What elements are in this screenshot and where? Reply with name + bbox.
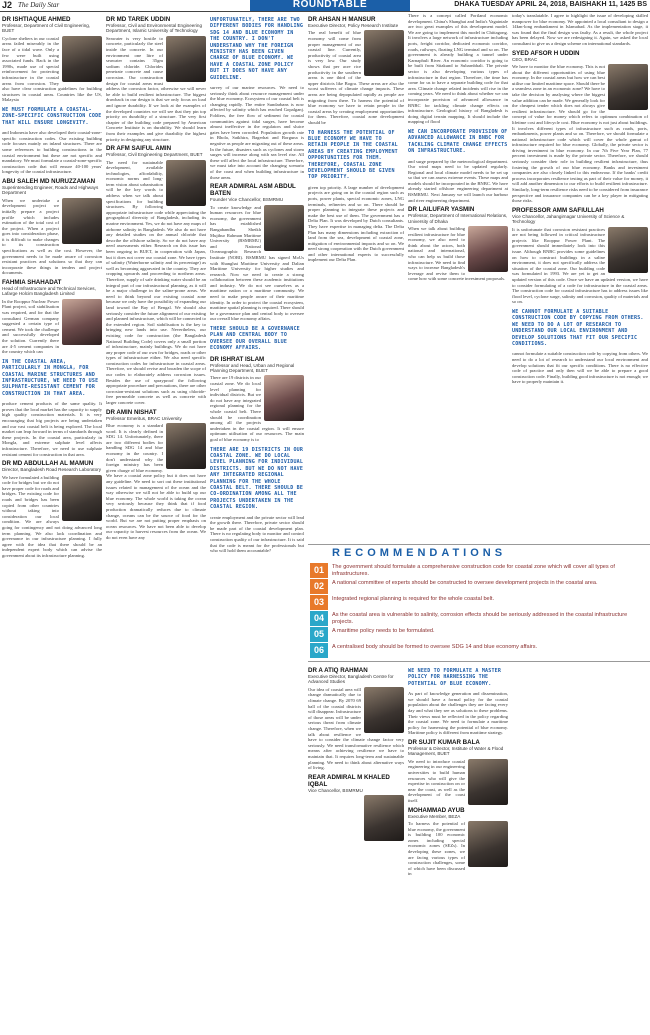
speaker-photo: [62, 299, 102, 345]
speaker-text: We have formulated a building code for bridges but we do not have proper code for roads and bridges. The existing code for roads and bridges has been copied from other countries without taking into consideration our local condition. We are always going for contingency and not doing advanced long term planning. We also lack coordination and governance in our infrastructure planning. I fully agree with the idea that there should be an independent expert body which can advise the government about its infrastructure planning.: [2, 474, 102, 558]
speaker-name: DR ISHRAT ISLAM: [210, 355, 265, 363]
speaker-photo: [364, 795, 404, 841]
speaker-photo: [62, 475, 102, 521]
speaker-photo: [468, 226, 508, 272]
speaker-affiliation: Head of Infrastructure and Technical Services, Lafarge Holcim Bangladesh Limited: [2, 286, 96, 297]
speaker-name: FAHMIA SHAHADAT: [2, 279, 62, 287]
recommendation-number: 06: [310, 643, 328, 658]
speaker-affiliation: Professor, Civil and Environmental Engineering Department, Islamic University of Technology: [106, 23, 203, 34]
speaker-text: There are 19 districts in our coastal zone. We do local level planning for individual districts. But we do not have any integrated regional planning for the whole coastal belt. There should be coordination among all the projects undertaken in the coastal region. It will ensure optimum utilisation of our resources. The main goal of blue economy is to: [210, 375, 304, 442]
recommendation-text: A national committee of experts should be constructed to oversee development projects in the coastal area.: [332, 580, 598, 586]
speaker-photo: [364, 687, 404, 733]
speaker-photo: [264, 375, 304, 421]
speaker-photo: [62, 198, 102, 244]
speaker-name: DR MD ABDULLAH AL MAMUN: [2, 460, 94, 468]
speaker-photo: [608, 227, 648, 273]
pull-quote: THERE SHOULD BE A GOVERNANCE PLAN AND CENTRAL BODY TO OVERSEE OUR OVERALL BLUE ECONOMY AFFAIRS.: [210, 326, 300, 352]
speaker-text: Seawater is very hostile to concrete, particularly the steel inside the concrete. In our environment one litre of seawater contains 35gm sodium chloride. Chlorides penetrate concrete and cause corrosion. Our construction design for coastal areas must address the corrosion factor, otherwise we will never be able to build resilient infrastructure. The biggest drawback in our design is that we only focus on load and ignore durability. If we look at the examples of the developed countries we will see that they pin top priority on durability of a structure. The very first chapter of the building code prepared by American Concrete Institute is on durability. We should learn from their examples and give durability the highest priority in designing any structure.: [106, 35, 206, 142]
speaker-photo: [166, 160, 206, 206]
speaker-text: given top priority. A large number of development projects are going on in the coastal region such as ports, power plants, special economic zones, LNG terminals, refineries and so on. There should be proper planning to integrate these projects and make the best use of them. The government has a Delta Plan. It was developed by Dutch consultants. They have expertise in managing delta. The Delta Plan has many dimensions including extraction of land from the sea, development of coastal zone, mitigation of environmental impacts and so on. We need strong cooperation with the Dutch government and other international experts to successfully implement our Delta Plan.: [308, 184, 404, 263]
speaker-name: DR AMIN NISHAT: [106, 408, 157, 416]
speaker-text: The need for sustainable development, available technologies, affordability, economic norms and long-term vision about urbanisation will be the key words to address when we talk about specifications for building structures. By following appropriate infrastructure code while appreciating the geographical diversity of Bangladesh, including its marine environment. Yes, we do not have any maps of airborne salinity in Bangladesh. We also do not have any detailed studies on the annual chloride that describe the offshore salinity. So we do not have any need assessments either. Research on this issue has been ongoing in BUET, in cooperation with Japan, but it does not cover our coastal zone. We have types of salinity (Waterborne salinity and its percentage) as well as becoming aggravated in the country. They are cropping upwards and proceeding to northern areas. Therefore, supply of safe drinking water should be an integral part of our infrastructural planning, as it will be a major challenge in the saline-prone areas. We need to think beyond our existing coastal zone because we only have the possibility of expanding our land toward the Bay of Bengal. We should also seriously consider the future alignment of our existing and planned infrastructure, which will be connected to the extended region. Soil stabilisation is the key to bringing new lands into use. Nevertheless, our existing code for construction (the Bangladesh National Building Code) covers only a small portion of infrastructure, mainly buildings. We do not have any proper code of our own for bridges, roads or other types of infrastructure either. We also need specific construction codes for infrastructure in coastal areas. Therefore, we should revise and broaden the scope of our codes to elaborately address corrosion issues. Besides the use of sprayproof the following appropriate procedure and precautions, there are other corrosion-resistant solutions such as using chloride-free permeable concrete as well as concrete with larger concrete cover.: [106, 159, 206, 406]
speaker-text: The real benefit of blue economy will come from proper management of our coastal line. Currently, productivity of coastal area is very low. Our study shows that per acre rice productivity in the southern areas is one third of the upper districts like Bogra. These areas are also the worst sufferers of climate change impacts. These areas are being depopulated rapidly as people are migrating from there. To harness the potential of blue economy we have to retain people in the coastal areas by creating employment opportunities for them. Therefore, coastal zone development should be: [308, 30, 404, 125]
speaker-name: DR A ATIQ RAHMAN: [308, 667, 368, 674]
speaker-affiliation: Vice Chancellor, Jahangirnagar University of Science & Technology: [512, 213, 625, 225]
speaker-photo: [166, 423, 206, 469]
speaker-name: DR SUJIT KUMAR BALA: [408, 738, 480, 746]
speaker-text: Our idea of coastal area will change dramatically due to climate change. By 2070 69 ball of the coastal districts will disappear. Infrastructure of those areas will be under serious threat from climate change. Therefore, when we talk about resilience we have to consider the climate change factor very seriously. We need transformative resilience which means after achieving resilience we have to maintain that. It requires long-term and sustainable planning. We need to think about alternative ways of living.: [308, 686, 404, 771]
speaker-photo: [468, 759, 508, 805]
speaker-photo: [264, 205, 304, 251]
speaker-text: and surge prepared by the meteorological department. Our wind maps need to be updated regularly. Regional and local climate model needs to be set up so that we can assess extreme events. These maps and models should be incorporated in the BNBC. We have already started offshore engineering department at BSMRMU. Next January we will launch our harbour and river engineering department.: [408, 158, 508, 203]
recommendation-number: 01: [310, 563, 328, 578]
speaker-text: To create knowledge and human resources for blue economy, the government has established Bangabandhu Sheikh Mujibur Rahman Maritime University (BSMRMU) and National Oceanographic Research Institute (NORI). BSMRMU has signed MoUs with Shanghai Maritime University and Dalian Maritime University for higher studies and research. Now we need to create a strong collaboration between these academic institutions and industry. We do not see ourselves as a maritime nation or a maritime community. We need to make people aware of their maritime identity. In order to protect the coastal ecosystem, maritime spatial planning is required. There should be a governance plan and central body to oversee our overall blue economy affairs.: [210, 204, 304, 322]
speaker-name: REAR ADMIRAL M KHALED IQBAL: [308, 773, 390, 788]
recommendation-item: [308, 643, 650, 658]
speaker-text: produce cement products of the same quality. It proves that the local market has the capacity to supply high quality construction materials. It is very encouraging that big projects are being undertaken and our vast coastal belt is being explored. The local market can leap forward in terms of standards through these projects. In the coastal area, particularly in Mongla, and extreme sulphate level affects infrastructure. Therefore, we need to use sulphate resistant cement for construction in that area.: [2, 401, 102, 457]
recommendation-number: 03: [310, 595, 328, 610]
column-4-bottom: [308, 664, 404, 1032]
speaker-photo: [608, 64, 648, 110]
speaker-affiliation: Professor & Director, Institute of Water & Flood Management, BUET: [408, 745, 504, 757]
issue-date: DHAKA TUESDAY APRIL 24, 2018, BAISHAKH 11, 1425 BS: [454, 1, 647, 8]
pull-quote: UNFORTUNATELY, THERE ARE TWO DIFFERENT BODIES FOR HANDLING SDG 14 AND BLUE ECONOMY IN THE COUNTRY. I DON'T UNDERSTAND WHY THE FOREIGN MINISTRY HAS BEEN GIVEN CHARGE OF BLUE ECONOMY. WE HAVE A COASTAL ZONE POLICY BUT IT DOES NOT HAVE ANY GUIDELINE.: [210, 17, 304, 81]
speaker-text: Cyclone shelters in our coastal areas failed miserably in the face of a tidal wave. Only a few were built using associated funds. Back in the 1990s, made use of special reinforcement for protecting infrastructure in the coastal areas from corrosion. They also have clear construction guidelines for building structures in coastal areas. Countries like the US, Malaysia: [2, 35, 102, 103]
speaker-text: cannot formulate a suitable construction code by copying from others. We need to do a lot of research to understand our local environment and develop solutions that fit our specific conditions. There is no effective code of practice and only then will we be able to prepare a good construction code. Finally, building good infrastructure is not enough; we have to properly maintain it.: [512, 351, 648, 385]
speaker-text: In the Rooppur Nuclear Power Plant project, soil stabilisation was required, and for that the consultant German company suggested a certain type of cement. We took the challenge and successfully developed the solution. Currently there are 4-5 cement companies in the country which can: [2, 298, 59, 355]
speaker-text: We have to monitor the blue economy. This is not about the different opportunities of using blue economy. In the coastal areas but how we can best utilise our limited maritime space. Should there be a seamless zone in an economic zone? We have to take the decision by analysing where the biggest value addition can be made. We generally look for the cheapest tender which does not always give resilient infrastructure. We should go for the concept of value for money which refers to optimum combination of lifetime cost and lifecycle cost. Blue economy is not just about buildings. It involves different types of infrastructure such as roads, ports, embankments, power plants and so on. Therefore, we should formulate a national infrastructure code which will cover the whole gamut of infrastructure required for blue economy. Globally, the private sector is driving investment in blue economy. In our 7th Five Year Plan, 77 percent investment is made by the private sector. Therefore, we should seriously consider their role in building resilient infrastructure, thus fostering the growth of our blue economy. Banks and investment companies are also closely linked to this endeavour. If the banks' credit process incorporates resilience testing as part of their value for money, it will add another dimension to our efforts to build resilient infrastructure. Similarly, long-term resilience risks need to be considered from insurance perspective and insurance companies can be a key player in mitigating those risks.: [512, 63, 648, 204]
speaker-photo: [62, 36, 102, 82]
recommendation-text: Integrated regional planning is required for the whole coastal belt.: [332, 596, 495, 602]
recommendation-number: 05: [310, 627, 328, 642]
column-6: [512, 13, 648, 1033]
recommendation-text: As the coastal area is vulnerable to salinity, corrosion effects should be seriously addressed in the coastal infrastructure projects.: [332, 612, 628, 625]
speaker-text: We need to introduce coastal engineering in our engineering universities to build human resources who will give the expertise in construction on or near the coast, as well as the development of the coast itself.: [408, 758, 465, 803]
speaker-text: When we undertake a development project we initially prepare a project profile which includes estimation of the total cost of the project. When a project goes into consideration phase, it is difficult to make changes to its construction specifications as well as the cost. However, the government needs to be made aware of corrosion resistant practices and solutions so that they can incorporate these things in tenders and project documents.: [2, 197, 102, 276]
pull-quote: THERE ARE 19 DISTRICTS IN OUR COASTAL ZONE. WE DO LOCAL LEVEL PLANNING FOR INDIVIDUAL DISTRICTS. BUT WE DO NOT HAVE ANY INTEGRATED REGIONAL PLANNING FOR THE WHOLE COASTAL BELT. THERE SHOULD BE CO-ORDINATION AMONG ALL THE PROJECTS UNDERTAKEN IN THE COASTAL REGION.: [210, 446, 304, 511]
speaker-text: It is unfortunate that corrosion resistant practices are not being followed in critical infrastructure projects like Rooppur Power Plant. The government should immediately look into this issue. Although BNBC provides some guidelines on how to construct buildings in a saline environment, it does not specifically address the situation of the coastal zone. Our building code was formulated in 1993. We are yet to get an updated version of this code. Once we have an updated version, we have to consider formulating of a code for infrastructure in the coastal areas. The construction code for coastal infrastructure has to address issues like flood level, cyclone surge, salinity and corrosion, quality of materials and so on.: [512, 226, 648, 305]
speaker-affiliation: Founder Vice Chancellor, BSMRMU: [210, 197, 284, 203]
recommendation-text: A maritime policy needs to be formulated.: [332, 628, 435, 634]
speaker-affiliation: Professor Emeritus, BRAC University: [106, 415, 182, 421]
column-4-top: [308, 13, 404, 543]
recommendation-item: [308, 595, 650, 610]
speaker-affiliation: Professor, Department of Civil Engineering, BUET: [2, 23, 91, 34]
pull-quote: TO HARNESS THE POTENTIAL OF BLUE ECONOMY WE HAVE TO RETAIN PEOPLE IN THE COASTAL AREAS BY CREATING EMPLOYMENT OPPORTUNITIES FOR THEM. THEREFORE, COASTAL ZONE DEVELOPMENT SHOULD BE GIVEN TOP PRIORITY.: [308, 129, 398, 181]
speaker-affiliation: Professor and Head, Urban and Regional Planning Department, BUET: [210, 362, 295, 374]
speaker-name: MOHAMMAD AYUB: [408, 806, 465, 814]
speaker-name: PROFESSOR AMM SAFIULLAH: [512, 206, 604, 214]
speaker-affiliation: Executive Member, BEZA: [408, 813, 461, 819]
speaker-affiliation: Director, Bangladesh Road Research Laboratory: [2, 467, 102, 473]
column-3: [210, 13, 304, 1033]
recommendation-item: [308, 627, 650, 642]
speaker-name: DR ISHTIAQUE AHMED: [2, 16, 71, 23]
speaker-text: create employment and the private sector will lead the growth there. Therefore, private sector should be made part of the coastal development plan. There is no regulating body to monitor and control construction quality of our infrastructure. It is said that the code is meant for the professionals but who will hold them accountable?: [210, 514, 304, 554]
recommendations-title: RECOMMENDATIONS: [332, 547, 507, 559]
speaker-name: DR LAILUFAR YASMIN: [408, 206, 475, 214]
speaker-photo: [468, 821, 508, 867]
speaker-text: As part of knowledge generation and dissemination, we should have a formal policy for the coastal population about the challenges they are facing every day and what they see as solutions to these problems. Their views must be reflected in the policy regarding the coastal zone. We need to formulate a maritime policy for harnessing the potential of blue economy. Maritime policy is different from maritime strategy.: [408, 691, 508, 736]
recommendations-box: [308, 544, 650, 662]
speaker-name: DR AFM SAIFUL AMIN: [106, 145, 172, 153]
speaker-affiliation: Professor, Department of International Relations, University of Dhaka: [408, 213, 508, 224]
pull-quote: IN THE COASTAL AREA, PARTICULARLY IN MONGLA, FOR COASTAL MARINE STRUCTURES AND INFRASTRUCTURE, WE NEED TO USE SULPHATE-RESISTANT CEMENT FOR CONSTRUCTION IN THAT AREA.: [2, 358, 99, 397]
newspaper-name: The Daily Star: [18, 1, 60, 9]
speaker-text: To harness the potential of blue economy, the government is building 100 economic zones including special economic zones (SEZs). In developing these zones, we are facing various types of construction challenges, some of which have been discussed in: [408, 820, 465, 877]
recommendation-item: [308, 563, 650, 578]
speaker-affiliation: Executive Director, Policy Research Institute: [308, 23, 399, 28]
recommendation-text: The government should formulate a comprehensive construction code for coastal zone which will cover all types of infrastructures.: [332, 564, 615, 577]
column-5-top: [408, 13, 508, 543]
recommendation-item: [308, 579, 650, 594]
speaker-affiliation: Vice Chancellor, BSMRMU: [308, 787, 363, 793]
pull-quote: WE NEED TO FORMULATE A MASTER POLICY FOR HARNESSING THE POTENTIAL OF BLUE ECONOMY.: [408, 668, 502, 687]
pull-quote: WE CAN INCORPORATE PROVISION OF ADVANCED ALLOWANCE IN BNBC FOR TACKLING CLIMATE CHANGE EFFECTS ON INFRASTRUCTURE.: [408, 128, 508, 155]
speaker-name: ABU SALEH MD NURUZZAMAN: [2, 177, 96, 185]
recommendation-item: [308, 611, 650, 626]
speaker-text: There is a concept called Portland economic development. China's Shanghai and India's Vagaintale are two great examples of this development model. We are going to implement this model in Chittagong. It involves a large network of infrastructure including ports, freight corridor, dedicated economic corridor, roads, railways, floating LNG terminal and so on. The government is already building a tunnel under Karnaphuli River. An economic corridor is going to be built from Sitakund to Subarnbhali. The private sector is also developing various types of infrastructure in that region. Therefore, the time has come for us to have a separate building code for that area. Climate change related incidents will rise in the coming years. We need to think about whether we can incorporate provision of advanced allowance in BNBC for tackling climate change effects on infrastructure. Geological history of Bangladesh is doing digital terrain mapping. It should include the mapping of flood: [408, 13, 508, 125]
speaker-text: When we talk about building resilient infrastructure for blue economy, we also need to think about the actors, both national and international, who can help us build those infrastructure. We need to find ways to increase Bangladesh's leverage and revise them to come how with some concrete investment proposals.: [408, 226, 506, 282]
speaker-affiliation: Executive Director, Bangladesh Centre for Advanced Studies: [308, 674, 394, 685]
speaker-text: survey of our marine resources. We need to seriously think about resource management under the blue economy. Ecosystem of our coastal belt is changing rapidly. The entire Sundarbans is now affected by salinity which has reached Gopalganj. Foldiers, the free flow of sediment for coastal communities against tidal surges, have become almost ineffective in the regulators and sluice gates have been corroded. Population growth rate in Bhola, Satkhira, Bagerhat and Borguna is negative as people are migrating out of these areas. In the future, disasters such as cyclones and storm surges will increase along with sea level rise. All these will affect the local infrastructure. Therefore, we must take into account the changing scenario of the coast and when building infrastructure in those areas.: [210, 85, 304, 180]
recommendation-number: 04: [310, 611, 328, 626]
speaker-text: today's translatable. I agree to highlight the issue of developing skilled manpower for blue economy. We appointed a local consultant to design a 14km-long embankment in Islamabad. As the implementation stage, it was found that the final design was faulty. As a result, the whole project has been delayed. Now we are redesigning it. Again, we asked the local consultant to give us a design scheme on international standards.: [512, 13, 648, 46]
speaker-photo: [166, 36, 206, 82]
column-1: [2, 13, 102, 1033]
speaker-text: and Indonesia have also developed their coastal-zone-specific construction codes. Our existing building code focuses mainly on inland structures. There are some references to building constructions in the coastal environment but these are not specific and mandatory. We must formulate a coastal-zone-specific construction code that will ensure 40-100 years' longevity of the coastal infrastructure.: [2, 130, 102, 175]
speaker-affiliation: CEO, BRAC: [512, 56, 538, 62]
pull-quote: WE CANNOT FORMULATE A SUITABLE CONSTRUCTION CODE BY COPYING FROM OTHERS. WE NEED TO DO A LOT OF RESEARCH TO UNDERSTAND OUR LOCAL ENVIRONMENT AND DEVELOP SOLUTIONS THAT FIT OUR SPECIFIC CONDITIONS.: [512, 308, 644, 347]
column-2: [106, 13, 206, 1033]
recommendation-number: 02: [310, 579, 328, 594]
section-banner: ROUNDTABLE: [250, 0, 410, 11]
speaker-name: SYED AFSOR H UDDIN: [512, 49, 580, 57]
speaker-text: Blue economy is a standard word. It is clearly defined in SDG 14. Unfortunately, there are two different bodies for handling SDG 14 and blue economy in the country. I don't understand why the foreign ministry has been given charge of blue economy. We have a coastal zone policy but it does not have any guideline. We need to sort out these institutional issues related to management of the ocean and the way otherwise we will not be able to build up our blue economy. The whole world is taking the ocean very seriously because they think that if food production dramatically reduces due to climate change, oceans can be the source of food for the world. But we are not putting proper emphasis on ocean resources. We have not been able to develop our capacity to harvest resources from the ocean. We do not even have any: [106, 423, 206, 540]
speaker-affiliation: Professor, Civil Engineering Department, BUET: [106, 152, 203, 158]
pull-quote: WE MUST FORMULATE A COASTAL-ZONE-SPECIFIC CONSTRUCTION CODE THAT WILL ENSURE LONGEVITY.: [2, 106, 102, 126]
speaker-name: REAR ADMIRAL ASM ABDUL BATEN: [210, 183, 296, 198]
speaker-affiliation: Superintending Engineer, Roads and Highways Department: [2, 184, 99, 196]
speaker-photo: [364, 30, 404, 76]
speaker-name: DR MD TAREK UDDIN: [106, 16, 171, 23]
recommendation-text: A centralised body should be formed to oversee SDG 14 and blue economy affairs.: [332, 644, 538, 650]
page-number: J2: [2, 0, 13, 10]
speaker-name: DR AHSAN H MANSUR: [308, 16, 376, 23]
column-5-bottom: [408, 664, 508, 1032]
page-header: [0, 0, 650, 12]
